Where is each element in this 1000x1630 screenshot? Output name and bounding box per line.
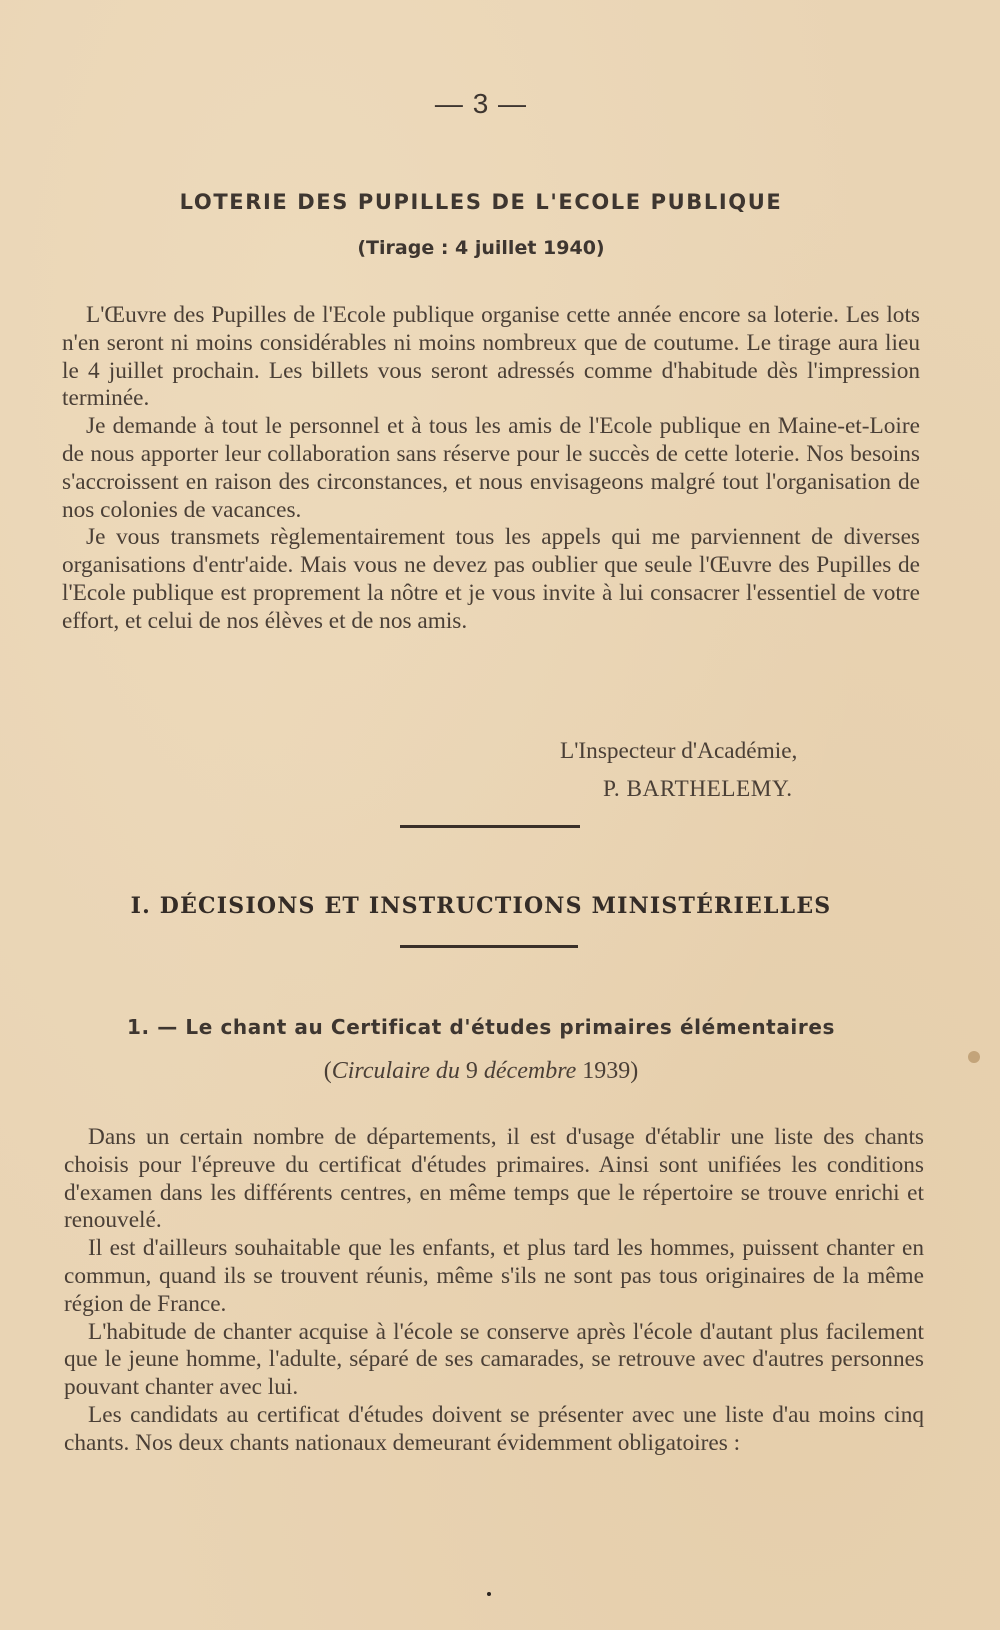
article-title: 1. — Le chant au Certificat d'études primaires élémentaires [126,1015,836,1039]
page-number: — 3 — [434,88,528,119]
section-heading: I. DÉCISIONS ET INSTRUCTIONS MINISTÉRIELLES [130,893,832,919]
divider [400,825,580,828]
subtitle-month: décembre [483,1058,577,1084]
paragraph: Dans un certain nombre de départements, il est d'usage d'établir une liste des chants choisis pour l'épreuve du certificat d'études primaires. Ainsi sont unifiées les conditions d'examen dans les différents centres, en même temps que le répertoire se trouve enrichi et renouvelé. [64,1124,924,1234]
article-subtitle [0,1058,962,1085]
lottery-subtitle: (Tirage : 4 juillet 1940) [357,237,605,259]
paragraph: Je demande à tout le personnel et à tous les amis de l'Ecole publique en Maine-et-Loire de nous apporter leur collaboration sans réserve pour le succès de cette loterie. Nos besoins s'accroissent en raison des circonstances, et nous envisageons malgré tout l'organisation de nos colonies de vacances. [62,413,920,523]
signature-name: P. BARTHELEMY. [603,776,793,802]
subtitle-circular: Circulaire du [331,1058,460,1084]
paragraph: Les candidats au certificat d'études doivent se présenter avec une liste d'au moins cinq chants. Nos deux chants nationaux demeurant évidemment obligatoires : [64,1401,924,1456]
paper-speck [487,1592,491,1596]
paragraph: Il est d'ailleurs souhaitable que les enfants, et plus tard les hommes, puissent chanter en commun, quand ils se trouvent réunis, même s'ils ne sont pas tous originaires de la même région de France. [64,1235,924,1317]
subtitle-day: 9 [459,1058,484,1084]
lottery-body [62,302,920,636]
paragraph: L'Œuvre des Pupilles de l'Ecole publique organise cette année encore sa loterie. Les lots n'en seront ni moins considérables ni moins nombreux que de coutume. Le tirage aura lieu le 4 juillet prochain. Les billets vous seront adressés comme d'habitude dès l'impression terminée. [62,302,920,412]
paper-stain [968,1051,980,1063]
subtitle-paren: ( [323,1058,332,1084]
paragraph: Je vous transmets règlementairement tous les appels qui me parviennent de diverses organisations d'entr'aide. Mais vous ne devez pas oublier que seule l'Œuvre des Pupilles de l'Ecole publique est proprement la nôtre et je vous invite à lui consacrer l'essentiel de votre effort, et celui de nos élèves et de nos amis. [62,524,920,634]
subtitle-year: 1939) [576,1058,639,1084]
paragraph: L'habitude de chanter acquise à l'école se conserve après l'école d'autant plus facilement que le jeune homme, l'adulte, séparé de ses camarades, se retrouve avec d'autres personnes pouvant chanter avec lui. [64,1318,924,1401]
article-body [64,1124,924,1458]
divider [400,945,578,948]
lottery-title: LOTERIE DES PUPILLES DE L'ECOLE PUBLIQUE [179,190,783,214]
signature-title: L'Inspecteur d'Académie, [560,738,798,764]
